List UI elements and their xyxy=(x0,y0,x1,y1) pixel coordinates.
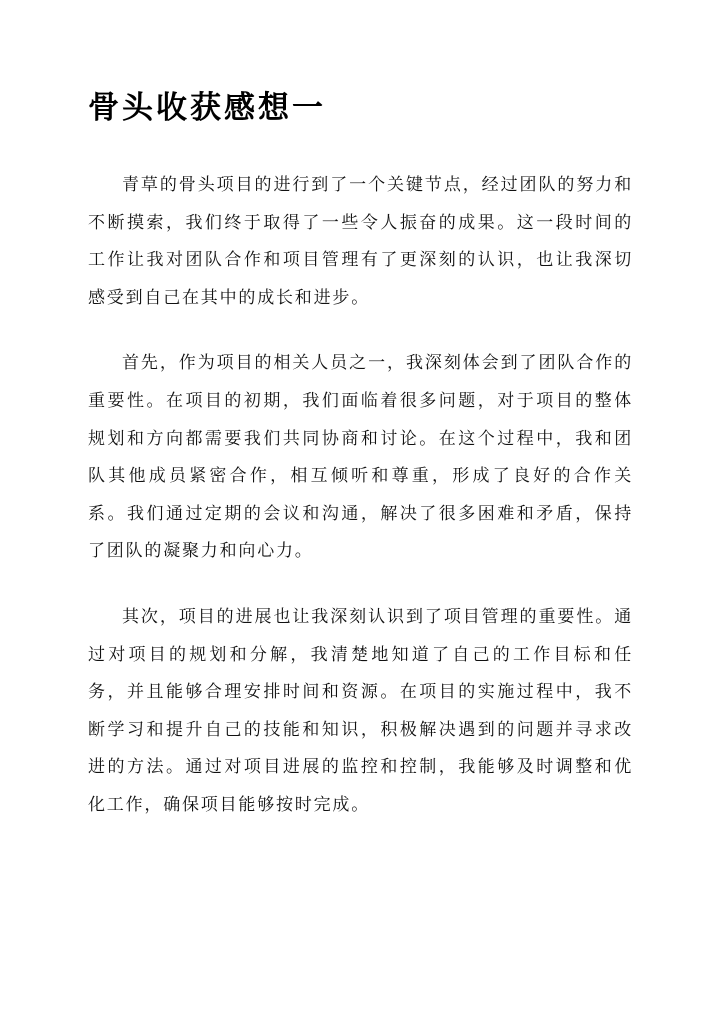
paragraph-3: 其次，项目的进展也让我深刻认识到了项目管理的重要性。通过对项目的规划和分解，我清楚地知道了自己的工作目标和任务，并且能够合理安排时间和资源。在项目的实施过程中，我不断学习和提升自己的技能和知识，积极解决遇到的问题并寻求改进的方法。通过对项目进展的监控和控制，我能够及时调整和优化工作，确保项目能够按时完成。 xyxy=(88,606,633,815)
paragraph-2: 首先，作为项目的相关人员之一，我深刻体会到了团队合作的重要性。在项目的初期，我们面临着很多问题，对于项目的整体规划和方向都需要我们共同协商和讨论。在这个过程中，我和团队其他成员紧密合作，相互倾听和尊重，形成了良好的合作关系。我们通过定期的会议和沟通，解决了很多困难和矛盾，保持了团队的凝聚力和向心力。 xyxy=(88,353,633,562)
document-body xyxy=(88,167,633,853)
document-title: 骨头收获感想一 xyxy=(88,90,326,126)
paragraph-1: 青草的骨头项目的进行到了一个关键节点，经过团队的努力和不断摸索，我们终于取得了一些令人振奋的成果。这一段时间的工作让我对团队合作和项目管理有了更深刻的认识，也让我深切感受到自己在其中的成长和进步。 xyxy=(88,175,633,308)
